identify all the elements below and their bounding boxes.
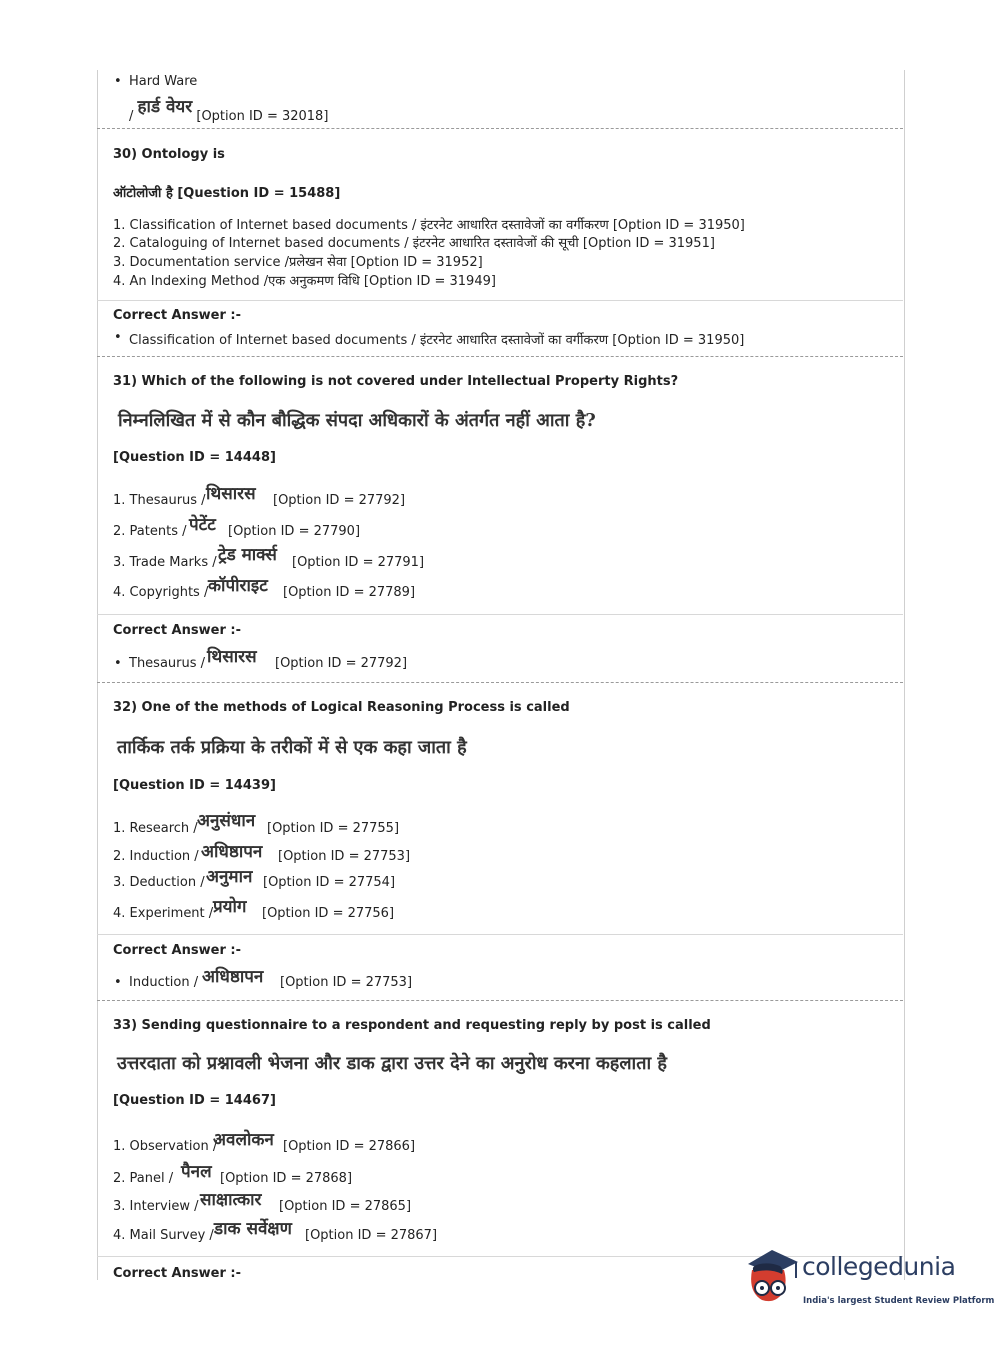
question-id: [Question ID = 14448]: [113, 450, 276, 465]
correct-answer-hindi: अधिष्ठापन: [202, 967, 264, 987]
option-item: 4. An Indexing Method /एक अनुकमण विधि [Option ID = 31949]: [113, 274, 496, 289]
divider: [97, 356, 903, 357]
option-item: 3. Documentation service /प्रलेखन सेवा [Option ID = 31952]: [113, 255, 483, 270]
option-hindi: कॉपीराइट: [208, 576, 268, 596]
option-item: 1. Classification of Internet based documents / इंटरनेट आधारित दस्तावेजों का वर्गीकरण [Option ID = 31950]: [113, 218, 745, 233]
option-hindi: थिसारस: [206, 484, 256, 504]
option-id: [Option ID = 27754]: [263, 875, 396, 890]
option-item: 2. Cataloguing of Internet based documents / इंटरनेट आधारित दस्तावेजों की सूची [Option ID = 31951]: [113, 236, 715, 251]
collegedunia-logo: [740, 1248, 995, 1318]
correct-answer-hindi: थिसारस: [207, 647, 257, 667]
option-item: 1. Thesaurus /: [113, 493, 206, 508]
logo-wordmark: collegedunia: [802, 1252, 956, 1281]
correct-answer-label: Correct Answer :-: [113, 623, 241, 638]
mascot-icon: [740, 1248, 800, 1310]
divider: [97, 682, 903, 683]
question-id: [Question ID = 14467]: [113, 1093, 276, 1108]
option-hindi: डाक सर्वेक्षण: [214, 1219, 292, 1239]
option-id: [Option ID = 27753]: [278, 849, 411, 864]
question-title: 30) Ontology is: [113, 147, 225, 162]
option-item: 3. Deduction /: [113, 875, 205, 890]
divider: [97, 128, 903, 129]
option-id: [Option ID = 27756]: [262, 906, 395, 921]
correct-answer-label: Correct Answer :-: [113, 308, 241, 323]
question-hindi: निम्नलिखित में से कौन बौद्धिक संपदा अधिकारों के अंतर्गत नहीं आता है?: [118, 410, 596, 431]
question-hindi: ऑटोलोजी है [Question ID = 15488]: [113, 186, 341, 201]
option-id: [Option ID = 27867]: [305, 1228, 438, 1243]
option-item: 1. Research /: [113, 821, 198, 836]
question-hindi: तार्किक तर्क प्रक्रिया के तरीकों में से एक कहा जाता है: [117, 737, 467, 758]
option-item: 2. Induction /: [113, 849, 199, 864]
correct-answer: • Induction /: [129, 975, 198, 990]
option-id: [Option ID = 27790]: [228, 524, 361, 539]
option-hindi: पैनल: [181, 1162, 212, 1182]
option-id: [Option ID = 27789]: [283, 585, 416, 600]
option-hindi: प्रयोग: [213, 897, 247, 917]
question-id: [Question ID = 14439]: [113, 778, 276, 793]
divider: [97, 934, 903, 935]
option-hindi: अनुमान: [206, 867, 253, 887]
list-item: • Hard Ware: [129, 74, 197, 89]
option-hindi: पेटेंट: [189, 515, 216, 535]
option-item: 4. Mail Survey /: [113, 1228, 214, 1243]
list-item: / हार्ड वेयर [Option ID = 32018]: [129, 97, 329, 124]
option-id: [Option ID = 27866]: [283, 1139, 416, 1154]
question-title: 32) One of the methods of Logical Reasoning Process is called: [113, 700, 570, 715]
correct-answer: • Thesaurus /: [129, 656, 205, 671]
option-id: [Option ID = 27868]: [220, 1171, 353, 1186]
option-hindi: अवलोकन: [213, 1130, 274, 1150]
question-title: 33) Sending questionnaire to a respondent and requesting reply by post is called: [113, 1018, 711, 1033]
correct-answer: • Classification of Internet based documents / इंटरनेट आधारित दस्तावेजों का वर्गीकरण [Option ID = 31950]: [129, 330, 744, 348]
option-item: 2. Panel /: [113, 1171, 174, 1186]
option-id: [Option ID = 27865]: [279, 1199, 412, 1214]
option-item: 1. Observation /: [113, 1139, 218, 1154]
correct-answer-id: [Option ID = 27753]: [280, 975, 413, 990]
correct-answer-label: Correct Answer :-: [113, 1266, 241, 1281]
option-hindi: अनुसंधान: [197, 811, 256, 831]
option-id: [Option ID = 27791]: [292, 555, 425, 570]
option-item: 4. Experiment /: [113, 906, 214, 921]
correct-answer-id: [Option ID = 27792]: [275, 656, 408, 671]
option-id: [Option ID = 27755]: [267, 821, 400, 836]
option-item: 2. Patents /: [113, 524, 187, 539]
divider: [97, 300, 903, 301]
divider: [97, 1000, 903, 1001]
correct-answer-label: Correct Answer :-: [113, 943, 241, 958]
option-item: 3. Trade Marks /: [113, 555, 217, 570]
option-hindi: साक्षात्कार: [200, 1190, 262, 1210]
divider: [97, 614, 903, 615]
option-hindi: अधिष्ठापन: [201, 842, 263, 862]
option-hindi: ट्रेड मार्क्स: [218, 545, 277, 565]
logo-tagline: India's largest Student Review Platform: [803, 1296, 995, 1306]
question-title: 31) Which of the following is not covered under Intellectual Property Rights?: [113, 374, 679, 389]
question-hindi: उत्तरदाता को प्रश्नावली भेजना और डाक द्वारा उत्तर देने का अनुरोध करना कहलाता है: [117, 1053, 667, 1074]
option-item: 4. Copyrights /: [113, 585, 209, 600]
option-item: 3. Interview /: [113, 1199, 199, 1214]
option-id: [Option ID = 27792]: [273, 493, 406, 508]
